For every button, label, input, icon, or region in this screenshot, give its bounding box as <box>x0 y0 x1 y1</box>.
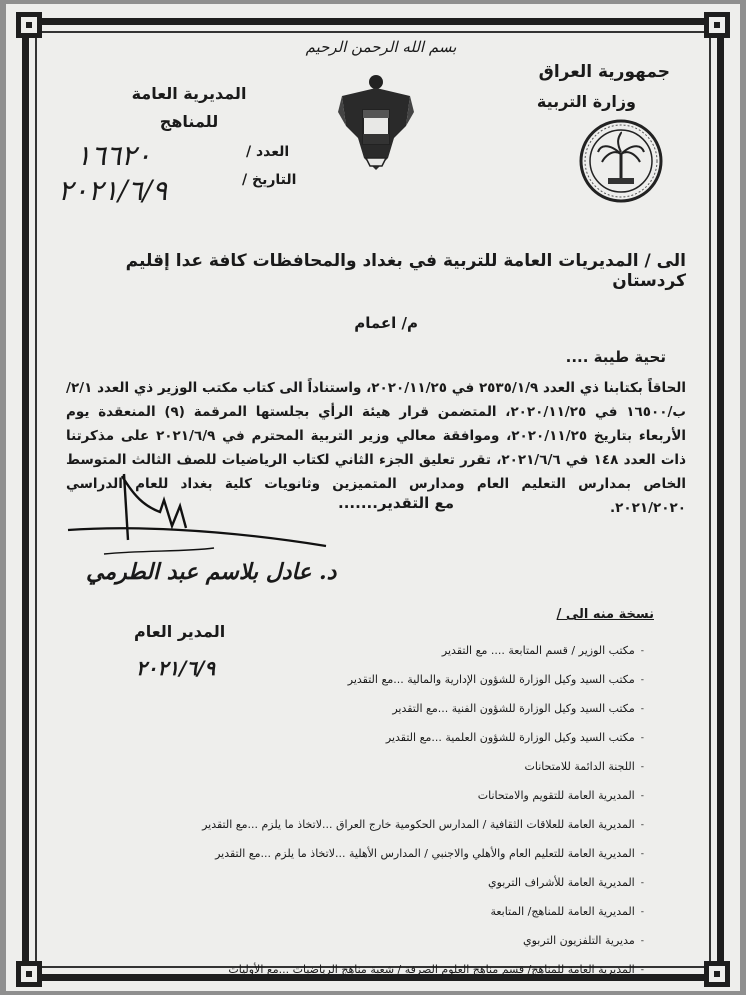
list-item: - مكتب الوزير / قسم المتابعة .... مع التقدير <box>441 644 644 657</box>
list-item: - المديرية العامة للمناهج/ المتابعة <box>490 905 644 918</box>
letter-page <box>6 4 740 991</box>
list-item: - المديرية العامة للمناهج/ قسم مناهج العلوم الصرفة / شعبة مناهج الرياضيات ...مع الأوليات <box>228 963 644 976</box>
border-corner-ornament <box>704 961 730 987</box>
subject-line: م/ اعمام <box>354 314 418 332</box>
border-corner-ornament <box>16 12 42 38</box>
directorate-line2: للمناهج <box>159 112 219 131</box>
date-label: التاريخ / <box>242 172 297 188</box>
list-item: - اللجنة الدائمة للامتحانات <box>524 760 644 773</box>
letter-body: الحاقاً بكتابنا ذي العدد ٢٥٣٥/١/٩ في ٢٠٢٠/١١/٢٥، واستناداً الى كتاب مكتب الوزير ذي العدد ٢/١/ب/١٦٥٠٠ في ٢٠٢٠/١١/٢٥، المتضمن قرار هيئة الرأي بجلستها المرقمة (٩) المنعقدة يوم الأربعاء بتاريخ ٢٠٢٠/١١/٢٥، وموافقة معالي وزير التربية المحترم في ٢٠٢١/٦/٩ على مذكرتنا ذات العدد ١٤٨ في ٢٠٢١/٦/٦، تقرر تعليق الجزء الثاني لكتاب الرياضيات للصف الثالث المتوسط الخاص بمدارس التعليم العام ومدارس المتميزين وثانويات كلية بغداد للعام الدراسي ٢٠٢١/٢٠٢٠. <box>66 380 687 516</box>
country-name: جمهورية العراق <box>538 62 670 82</box>
handwritten-date: ٢٠٢١/٦/٩ <box>58 174 168 207</box>
list-item: - مكتب السيد وكيل الوزارة للشؤون الإدارية والمالية ...مع التقدير <box>347 673 644 686</box>
iraq-eagle-emblem <box>336 66 416 176</box>
list-item: - مديرية التلفزيون التربوي <box>523 934 644 947</box>
signatory-name: د. عادل بلاسم عبد الطرمي <box>86 559 337 585</box>
directorate-line1: المديرية العامة <box>131 84 247 103</box>
border-corner-ornament <box>16 961 42 987</box>
list-item: - المديرية العامة للتعليم العام والأهلي والاجنبي / المدارس الأهلية ...لاتخاذ ما يلزم ...مع التقدير <box>215 847 644 860</box>
closing-regards: مع التقدير....... <box>338 494 454 512</box>
list-item: - المديرية العامة للأشراف التربوي <box>487 876 644 889</box>
handwritten-signature <box>64 466 334 561</box>
list-item: - مكتب السيد وكيل الوزارة للشؤون الفنية ...مع التقدير <box>392 702 644 715</box>
ministry-seal-logo <box>578 118 664 204</box>
recipient-line: الى / المديريات العامة للتربية في بغداد والمحافظات كافة عدا إقليم كردستان <box>125 251 686 291</box>
directorate-block <box>124 80 254 136</box>
greeting: تحية طيبة .... <box>565 348 666 366</box>
copies-list <box>204 636 644 984</box>
list-item: - المديرية العامة للتقويم والامتحانات <box>477 789 644 802</box>
border-corner-ornament <box>704 12 730 38</box>
signatory-title: المدير العام <box>134 622 226 641</box>
list-item: - مكتب السيد وكيل الوزارة للشؤون العلمية ...مع التقدير <box>385 731 644 744</box>
ministry-name: وزارة التربية <box>536 92 636 111</box>
handwritten-number: ١٦٦٢٠ <box>76 139 152 172</box>
copies-heading: نسخة منه الى / <box>556 607 654 622</box>
number-label: العدد / <box>246 144 290 160</box>
basmala: بسم الله الرحمن الرحيم <box>305 38 457 56</box>
list-item: - المديرية العامة للعلاقات الثقافية / المدارس الحكومية خارج العراق ...لاتخاذ ما يلزم ...مع التقدير <box>202 818 644 831</box>
signature-date: ٢٠٢١/٦/٩ <box>136 656 216 680</box>
